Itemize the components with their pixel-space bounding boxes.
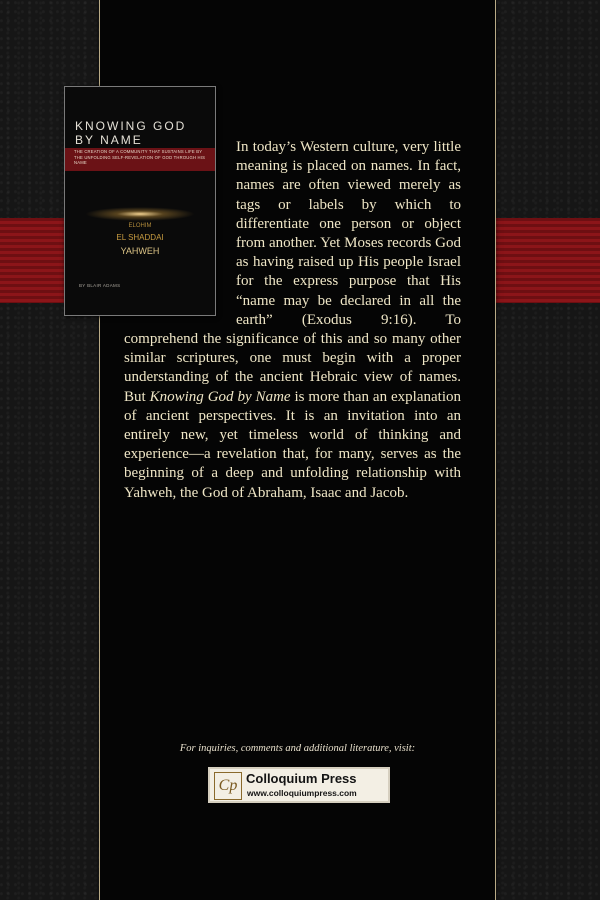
description-part1: In today’s Western culture, very little meaning is placed on names. In fact, names are often viewed merely as tags or labels by which to differentiate one person or object from another. Yet Moses records God as having raised up His people Israel for the express purpose that His “name may be declared in all the earth” (Exodus 9:16). To comprehend the significance of this and so many other similar scriptures, one must begin with a proper understanding of the ancient Hebraic view of names. But <box>124 139 461 405</box>
cover-float-spacer <box>124 138 236 326</box>
right-rule <box>495 0 496 900</box>
description-text <box>124 138 461 503</box>
cover-name-el-shaddai: EL SHADDAI <box>116 233 164 242</box>
cover-name-yahweh: YAHWEH <box>120 246 160 256</box>
description-book-title: Knowing God by Name <box>149 388 291 405</box>
cover-author: BY BLAIR ADAMS <box>79 283 121 288</box>
description-part2: is more than an explanation of ancient perspectives. It is an invitation into an entirely new, yet timeless world of thinking and experience—a revelation that, for many, serves as the beginning of a deep and unfolding relationship with Yahweh, the God of Abraham, Isaac and Jacob. <box>124 388 461 501</box>
inquiries-text: For inquiries, comments and additional literature, visit: <box>179 743 416 754</box>
cover-subtitle: THE CREATION OF A COMMUNITY THAT SUSTAINS LIFE BY THE UNFOLDING SELF-REVELATION OF GOD THROUGH HIS NAME <box>74 149 206 165</box>
publisher-logo-icon: Cp <box>214 772 242 800</box>
publisher-name: Colloquium Press <box>246 771 357 786</box>
cover-title-line2: BY NAME <box>75 133 143 147</box>
cover-title-line1: KNOWING GOD <box>75 119 187 133</box>
publisher-badge[interactable] <box>208 767 390 803</box>
publisher-url-link[interactable]: www.colloquiumpress.com <box>247 788 357 798</box>
cover-name-elohim: ELOHIM <box>128 223 152 229</box>
